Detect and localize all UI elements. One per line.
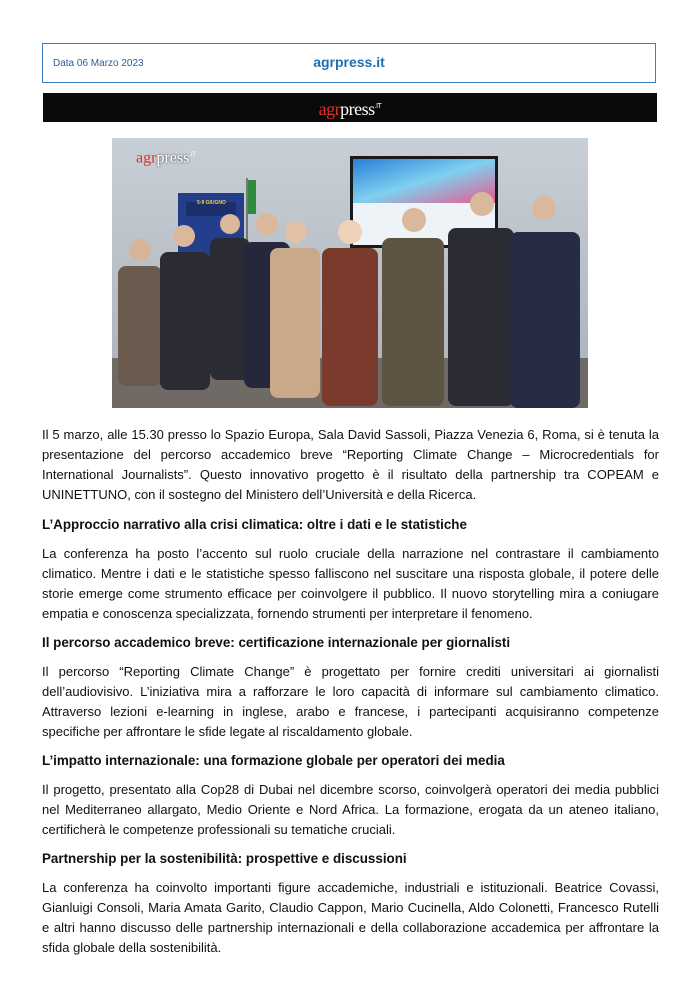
- photo-watermark-logo: agrpress$^{.IT}$: [136, 149, 197, 167]
- site-name[interactable]: agrpress.it: [313, 54, 385, 70]
- stand-date-text: 5-9 GIUGNO: [197, 200, 226, 206]
- section-body: La conferenza ha coinvolto importanti figure accademiche, industriali e istituzionali. Beatrice Covassi, Gianluigi Consoli, Maria Amata Garito, Claudio Cappon, Mario Cucinella, Aldo Colonetti, Francesco Rutelli e altri hanno discusso delle partnership internazionali e della collaborazione accademica per affrontare la sfida globale della sostenibilità.: [42, 880, 659, 955]
- section-body: Il progetto, presentato alla Cop28 di Dubai nel dicembre scorso, coinvolgerà operatori dei media pubblici nel Mediterraneo allargato, Medio Oriente e Nord Africa. La formazione, erogata da un ateneo italiano, certificherà le competenze professionali su tematiche cruciali.: [42, 782, 659, 837]
- section-heading: L’impatto internazionale: una formazione globale per operatori dei media: [42, 753, 505, 768]
- section-heading: Partnership per la sostenibilità: prospettive e discussioni: [42, 851, 407, 866]
- section-body: Il percorso “Reporting Climate Change” è progettato per fornire crediti universitari ai giornalisti dell’audiovisivo. L’iniziativa mira a rafforzare le loro capacità di informare sul cambiamento climatico. Attraverso lezioni e-learning in inglese, arabo e francese, i partecipanti acquisiranno competenze specifiche per affrontare le sfide legate al riscaldamento globale.: [42, 664, 659, 739]
- section-heading: L’Approccio narrativo alla crisi climatica: oltre i dati e le statistiche: [42, 517, 467, 532]
- agrpress-logo: agrpress$^{.IT}$: [318, 99, 382, 119]
- publication-date: Data 06 Marzo 2023: [53, 58, 144, 69]
- page-header: [42, 43, 656, 83]
- article-intro: Il 5 marzo, alle 15.30 presso lo Spazio Europa, Sala David Sassoli, Piazza Venezia 6, Roma, si è tenuta la presentazione del percorso accademico breve “Reporting Climate Change – Microcredentials for International Journalists”. Questo innovativo progetto è il risultato della partnership tra COPEAM e UNINETTUNO, con il sostegno del Ministero dell’Università e della Ricerca.: [42, 427, 659, 502]
- masthead-banner: [43, 93, 657, 122]
- group-photo-illustration: [112, 138, 588, 408]
- section-body: La conferenza ha posto l’accento sul ruolo cruciale della narrazione nel contrastare il cambiamento climatico. Mentre i dati e le statistiche spesso falliscono nel suscitare una risposta globale, il potere delle storie emerge come strumento efficace per coinvolgere il pubblico. Il nuovo storytelling mira a coniugare empatia e conoscenza specializzata, fornendo strumenti per interpretare il fenomeno.: [42, 546, 659, 621]
- article-body: [42, 425, 659, 967]
- section-heading: Il percorso accademico breve: certificazione internazionale per giornalisti: [42, 635, 511, 650]
- article-photo: [112, 138, 588, 408]
